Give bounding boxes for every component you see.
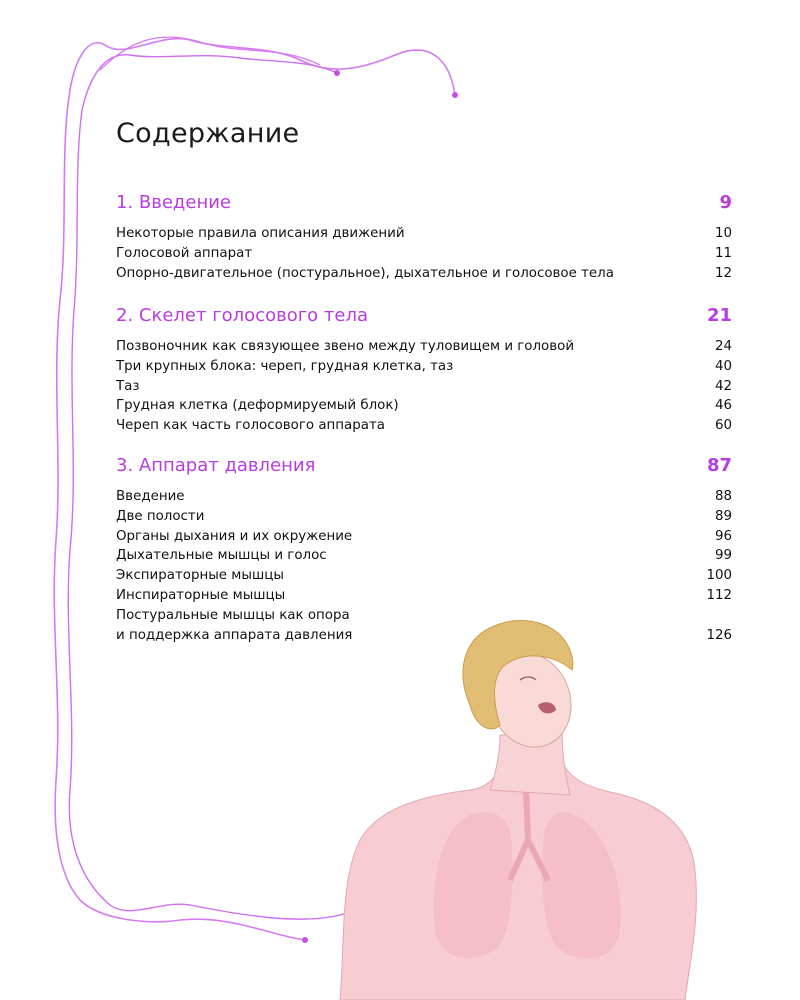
toc-entry[interactable]	[116, 507, 732, 527]
toc-entry-page: 88	[714, 489, 732, 504]
toc-entry[interactable]	[116, 566, 732, 586]
chapter-heading[interactable]	[116, 192, 732, 218]
toc-entry[interactable]	[116, 244, 732, 264]
anatomical-figure	[340, 621, 696, 1000]
toc-entry-label: Голосовой аппарат	[116, 245, 253, 261]
decor-dot-3	[302, 937, 308, 943]
chapter-2	[116, 305, 732, 436]
toc-entry-page: 60	[714, 418, 732, 434]
decor-line-top	[100, 37, 320, 70]
toc-entry-label: Введение	[116, 489, 185, 504]
chapter-heading[interactable]	[116, 305, 732, 331]
toc-entry-page: 42	[714, 378, 732, 394]
toc-entry-page: 126	[706, 627, 732, 643]
toc-entry[interactable]	[116, 377, 732, 397]
toc-list	[116, 487, 732, 645]
toc-entry[interactable]	[116, 487, 732, 507]
toc-entry-label: Три крупных блока: череп, грудная клетка, таз	[116, 358, 454, 374]
toc-entry[interactable]	[116, 264, 732, 284]
toc-entry-page: 40	[714, 358, 732, 374]
chapter-title: 2. Скелет голосового тела	[116, 305, 368, 326]
toc-list	[116, 224, 732, 283]
chapter-page-number: 9	[719, 192, 732, 213]
toc-entry-label: Инспираторные мышцы	[116, 587, 286, 603]
toc-entry-label: Опорно-двигательное (постуральное), дыхательное и голосовое тела	[116, 265, 614, 281]
toc-entry-label: Две полости	[116, 508, 205, 524]
chapter-3	[116, 455, 732, 645]
toc-entry[interactable]	[116, 337, 732, 357]
toc-entry-page: 112	[706, 587, 732, 603]
toc-entry-label: Таз	[116, 378, 140, 394]
toc-entry[interactable]	[116, 586, 732, 606]
toc-entry[interactable]	[116, 527, 732, 547]
toc-entry-page: 89	[714, 508, 732, 524]
decor-dot-1	[452, 92, 458, 98]
toc-entry-label: Некоторые правила описания движений	[116, 226, 405, 241]
toc-entry[interactable]	[116, 224, 732, 244]
toc-entry-label: Постуральные мышцы как опора	[116, 607, 350, 623]
toc-entry-page: 11	[714, 245, 732, 261]
toc-entry-label: Дыхательные мышцы и голос	[116, 548, 327, 564]
toc-entry-page: 99	[714, 548, 732, 564]
decor-dot-2	[334, 70, 340, 76]
toc-entry[interactable]	[116, 416, 732, 436]
toc-entry-label: Экспираторные мышцы	[116, 568, 284, 584]
toc-entry[interactable]	[116, 396, 732, 416]
toc-entry-label: Грудная клетка (деформируемый блок)	[116, 398, 399, 414]
toc-entry-page: 10	[714, 226, 732, 241]
toc-entry-label: Череп как часть голосового аппарата	[116, 418, 385, 434]
toc-entry-label: Органы дыхания и их окружение	[116, 528, 353, 544]
toc-entry[interactable]	[116, 546, 732, 566]
toc-entry-page: 100	[706, 568, 732, 584]
chapter-page-number: 87	[706, 455, 732, 476]
toc-entry[interactable]	[116, 357, 732, 377]
toc-entry[interactable]	[116, 626, 732, 646]
chapter-title: 1. Введение	[116, 192, 231, 213]
toc-entry-label: Позвоночник как связующее звено между туловищем и головой	[116, 339, 575, 354]
toc-entry-label: и поддержка аппарата давления	[116, 627, 353, 643]
toc-entry-page: 24	[714, 339, 732, 354]
toc-entry-page: 96	[714, 528, 732, 544]
page-title: Содержание	[116, 118, 300, 149]
chapter-heading[interactable]	[116, 455, 732, 481]
chapter-title: 3. Аппарат давления	[116, 455, 316, 476]
chapter-page-number: 21	[706, 305, 732, 326]
toc-list	[116, 337, 732, 436]
toc-entry-page: 12	[714, 265, 732, 281]
chapter-1	[116, 192, 732, 283]
toc-entry[interactable]	[116, 606, 732, 626]
toc-entry-page: 46	[714, 398, 732, 414]
